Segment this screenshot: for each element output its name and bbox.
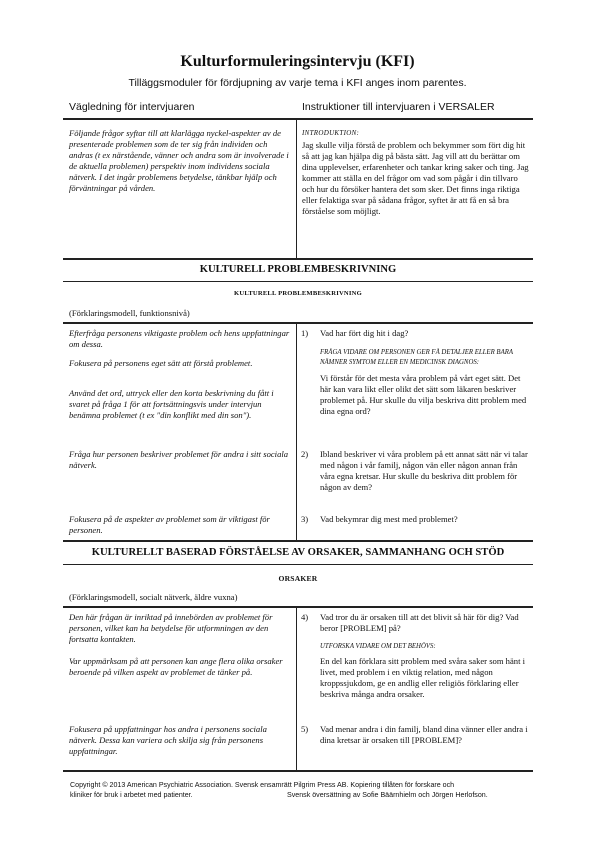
rule-bottom [63, 770, 533, 772]
section1-parenthesis: (Förklaringsmodell, funktionsnivå) [69, 308, 190, 318]
section-subheading-problem: KULTURELL PROBLEMBESKRIVNING [234, 290, 362, 297]
question-1-note: FRÅGA VIDARE OM PERSONEN GER FÅ DETALJER ELLER BARA NÄMNER SYMTOM ELLER EN MEDICINSK DIAGNOS: [320, 349, 513, 366]
footer-usage: kliniker för bruk i arbetet med patienter. [70, 790, 193, 799]
question-5: Vad menar andra i din familj, bland dina vänner eller andra i dina kretsar är orsaken till [PROBLEM]? [320, 724, 528, 745]
intro-guide-text: Följande frågor syftar till att klarlägga nyckel-aspekter av de presenterade problemen som de ter sig från individen och andras (t ex närstående, vänner och andra som är involverade i de aktuella problemen) perspektiv inom individens sociala nätverk. I det ingår problemens betydelse, tänkbar hjälp och förväntningar på vården. [69, 128, 289, 193]
rule-section2-heading [63, 564, 533, 565]
question-1-follow-up: Vi förstår för det mesta våra problem på vårt eget sätt. Det här kan vara likt eller olikt det sätt som läkaren beskriver problemet på. Hur skulle du vilja beskriva ditt problem med dina egna ord? [320, 373, 527, 416]
question-3: Vad bekymrar dig mest med problemet? [320, 514, 458, 524]
question-4-number: 4) [301, 612, 309, 622]
column-divider-section2 [296, 606, 297, 770]
section2-parenthesis: (Förklaringsmodell, socialt nätverk, äldre vuxna) [69, 592, 238, 602]
page-title: Kulturformuleringsintervju (KFI) [180, 53, 415, 70]
s2-guide-3: Fokusera på uppfattningar hos andra i personens sociala nätverk. Dessa kan variera och skilja sig från personens uppfattningar. [69, 724, 267, 756]
rule-under-headers [63, 118, 533, 120]
section-heading-problem: KULTURELL PROBLEMBESKRIVNING [199, 264, 397, 275]
s1-guide-4: Fråga hur personen beskriver problemet för andra i sitt sociala nätverk. [69, 449, 289, 470]
question-1: Vad har fört dig hit i dag? [320, 328, 409, 338]
column-divider-section1 [296, 322, 297, 540]
rule-section2-body [63, 606, 533, 608]
question-4: Vad tror du är orsaken till att det blivit så här för dig? Vad beror [PROBLEM] på? [320, 612, 519, 633]
question-4-note: UTFORSKA VIDARE OM DET BEHÖVS: [320, 643, 436, 650]
column-header-guide: Vägledning för intervjuaren [69, 101, 195, 113]
rule-section2-top [63, 540, 533, 542]
question-3-number: 3) [301, 514, 309, 524]
page-subtitle: Tilläggsmoduler för fördjupning av varje tema i KFI anges inom parentes. [128, 77, 467, 89]
section-subheading-causes: ORSAKER [278, 574, 318, 583]
question-2-number: 2) [301, 449, 309, 459]
rule-after-intro [63, 258, 533, 260]
s1-guide-2: Fokusera på personens eget sätt att förstå problemet. [69, 358, 253, 368]
rule-section1-heading [63, 281, 533, 282]
footer-translation: Svensk översättning av Sofie Bäärnhielm och Jörgen Herlofson. [287, 790, 488, 799]
question-4-follow-up: En del kan förklara sitt problem med svåra saker som hänt i livet, med problem i en viktig relation, med någon kroppssjukdom, ge en andlig eller religiös förklaring eller beskriva många andra orsaker. [320, 656, 525, 699]
column-divider-intro [296, 118, 297, 258]
s2-guide-2: Var uppmärksam på att personen kan ange flera olika orsaker beroende på vilken aspekt av problemet de tänker på. [69, 656, 283, 677]
question-5-number: 5) [301, 724, 309, 734]
question-2: Ibland beskriver vi våra problem på ett annat sätt när vi talar med någon i vår familj, någon vän eller någon annan från våra egna kretsar. Hur skulle du beskriva ditt problem för någon av dem? [320, 449, 528, 492]
section-heading-causes: KULTURELLT BASERAD FÖRSTÅELSE AV ORSAKER, SAMMANHANG OCH STÖD [91, 547, 505, 558]
column-header-instructions: Instruktioner till intervjuaren i VERSALER [302, 101, 495, 113]
s1-guide-1: Efterfråga personens viktigaste problem och hens uppfattningar om dessa. [69, 328, 290, 349]
intro-text: Jag skulle vilja förstå de problem och bekymmer som fört dig hit så att jag kan hjälpa dig på bästa sätt. Jag vill att du berättar om dina upplevelser, erfarenheter och tankar kring saker och ting. Jag kommer att ställa en del frågor om vad som pågår i din tillvaro och hur du försöker hantera det som sker. Det finns inga riktiga eller felaktiga svar på sådana frågor, syftet är att få en så bra förståelse som möjligt. [302, 140, 529, 216]
intro-label: INTRODUKTION: [302, 129, 360, 137]
question-1-number: 1) [301, 328, 309, 338]
s1-guide-5: Fokusera på de aspekter av problemet som är viktigast för personen. [69, 514, 270, 535]
s1-guide-3: Använd det ord, uttryck eller den korta beskrivning du fått i svaret på fråga 1 för att fortsättningsvis under intervjun benämna problemet (t ex "din konflikt med din son"). [69, 388, 274, 420]
footer-copyright: Copyright © 2013 American Psychiatric Association. Svensk ensamrätt Pilgrim Press AB. Kopiering tillåten för forskare och [70, 781, 455, 789]
rule-section1-body [63, 322, 533, 324]
s2-guide-1: Den här frågan är inriktad på innebörden av problemet för personen, vilket kan ha betydelse för utformningen av den fortsatta kontakten. [69, 612, 273, 644]
